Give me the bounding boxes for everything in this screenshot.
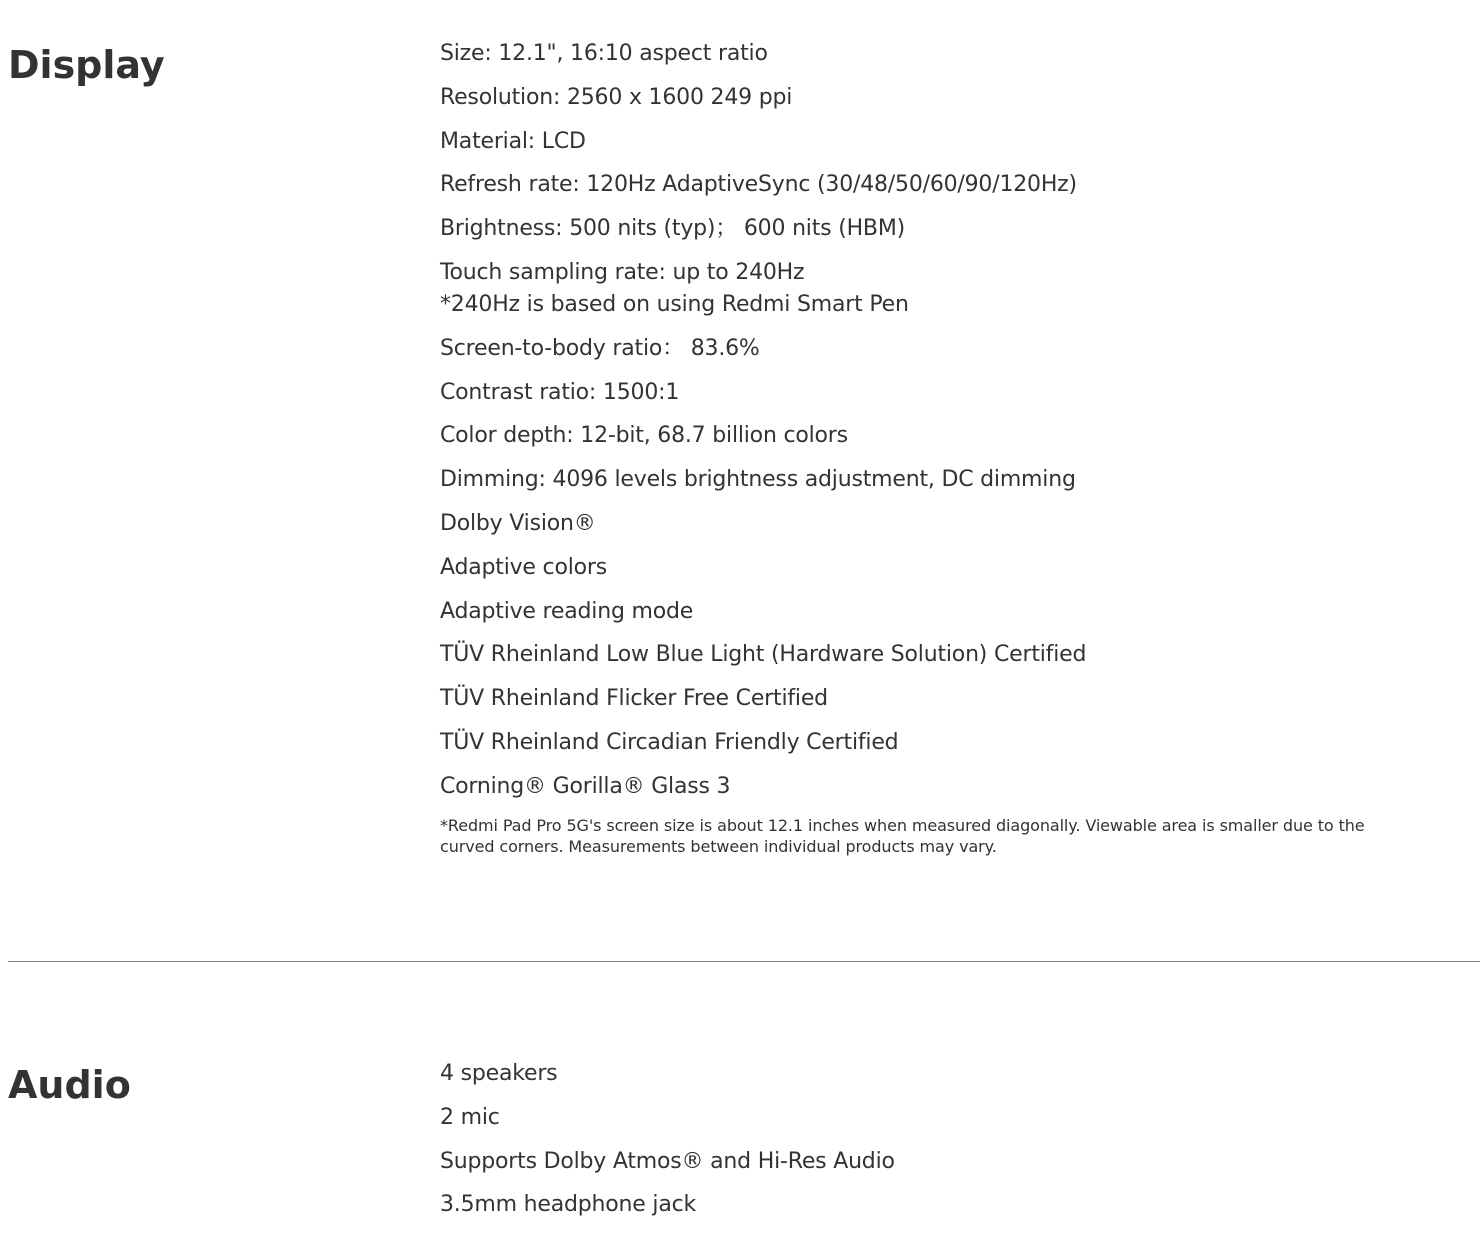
spec-dolby-vision: Dolby Vision® [440,510,596,536]
spec-headphone-jack: 3.5mm headphone jack [440,1192,697,1218]
spec-mic: 2 mic [440,1104,500,1130]
display-spec-list [440,38,1440,857]
spec-dolby-atmos: Supports Dolby Atmos® and Hi-Res Audio [440,1148,895,1174]
spec-color-depth: Color depth: 12-bit, 68.7 billion colors [440,423,848,449]
audio-heading: Audio [8,1063,131,1107]
spec-adaptive-colors: Adaptive colors [440,554,607,580]
spec-contrast: Contrast ratio: 1500:1 [440,379,680,405]
spec-tuv-low-blue-light: TÜV Rheinland Low Blue Light (Hardware Solution) Certified [440,642,1087,668]
section-divider [8,961,1480,962]
spec-touch-sampling [440,257,1440,321]
audio-spec-list [440,1058,1440,1233]
spec-size: Size: 12.1", 16:10 aspect ratio [440,41,768,66]
spec-dimming: Dimming: 4096 levels brightness adjustment, DC dimming [440,467,1076,493]
spec-material: Material: LCD [440,128,586,154]
spec-adaptive-reading: Adaptive reading mode [440,598,694,624]
spec-brightness: Brightness: 500 nits (typ)； 600 nits (HBM) [440,216,905,242]
spec-touch-sampling-main: Touch sampling rate: up to 240Hz [440,259,805,285]
display-heading: Display [8,43,165,87]
spec-touch-sampling-note: *240Hz is based on using Redmi Smart Pen [440,291,909,317]
spec-tuv-circadian: TÜV Rheinland Circadian Friendly Certified [440,729,899,755]
spec-gorilla-glass: Corning® Gorilla® Glass 3 [440,773,731,799]
spec-resolution: Resolution: 2560 x 1600 249 ppi [440,84,793,110]
spec-refresh-rate: Refresh rate: 120Hz AdaptiveSync (30/48/50/60/90/120Hz) [440,172,1077,198]
spec-tuv-flicker-free: TÜV Rheinland Flicker Free Certified [440,686,828,712]
spec-speakers: 4 speakers [440,1061,558,1086]
display-footnote: *Redmi Pad Pro 5G's screen size is about 12.1 inches when measured diagonally. Viewable area is smaller due to the curved corners. Measurements between individual products may vary. [440,815,1365,856]
spec-screen-to-body: Screen-to-body ratio： 83.6% [440,335,760,361]
